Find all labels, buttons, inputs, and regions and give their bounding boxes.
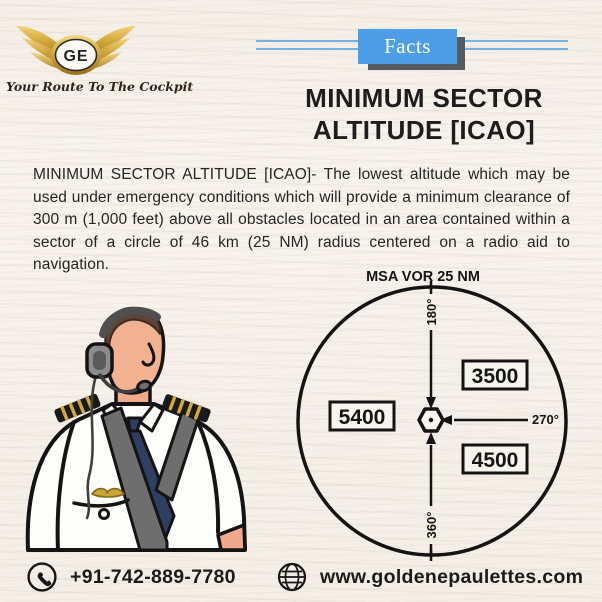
msa-diagram	[280, 256, 602, 562]
altitude-box-5400	[330, 402, 394, 430]
headset-earcup-inner	[93, 351, 106, 370]
arrowhead-down-icon	[426, 397, 436, 409]
altitude-box-4500	[463, 445, 527, 473]
page-title-line1: MINIMUM SECTOR	[305, 83, 543, 113]
footer-website-url: www.goldenepaulettes.com	[320, 565, 584, 588]
brand-tagline: Your Route To The Cockpit	[6, 79, 194, 94]
altitude-5400-label: 5400	[338, 406, 386, 429]
bearing-270-label: 270°	[532, 412, 559, 427]
footer-phone	[26, 561, 236, 593]
globe-icon	[276, 561, 308, 593]
pilot-illustration	[16, 304, 251, 554]
vor-hexagon-icon	[419, 409, 443, 431]
footer-website	[276, 561, 583, 593]
pilot-tie-knot	[128, 418, 141, 431]
altitude-3500-label: 3500	[471, 365, 519, 388]
arrowhead-up-icon	[426, 432, 436, 444]
bearing-360-label: 360°	[424, 511, 439, 539]
diagram-title: MSA VOR 25 NM	[366, 269, 480, 285]
page-title	[252, 82, 596, 146]
logo-initials: GE	[63, 48, 89, 65]
definition-paragraph: MINIMUM SECTOR ALTITUDE [ICAO]- The lowest altitude which may be used under emergency conditions which will provide a minimum clearance of 300 m (1,000 feet) above all obstacles located in an area contained within a sector of a circle of 46 km (25 NM) radius centered on a radio aid to navigation.	[33, 166, 570, 274]
facts-badge-label: Facts	[384, 34, 431, 58]
bearing-180-label: 180°	[424, 298, 439, 326]
altitude-box-3500	[463, 361, 527, 389]
phone-icon	[26, 561, 58, 593]
page-title-line2: ALTITUDE [ICAO]	[312, 115, 536, 145]
wings-logo-icon	[12, 18, 140, 78]
facts-badge	[358, 29, 457, 64]
footer-phone-number: +91-742-889-7780	[70, 565, 236, 588]
altitude-4500-label: 4500	[471, 449, 519, 472]
